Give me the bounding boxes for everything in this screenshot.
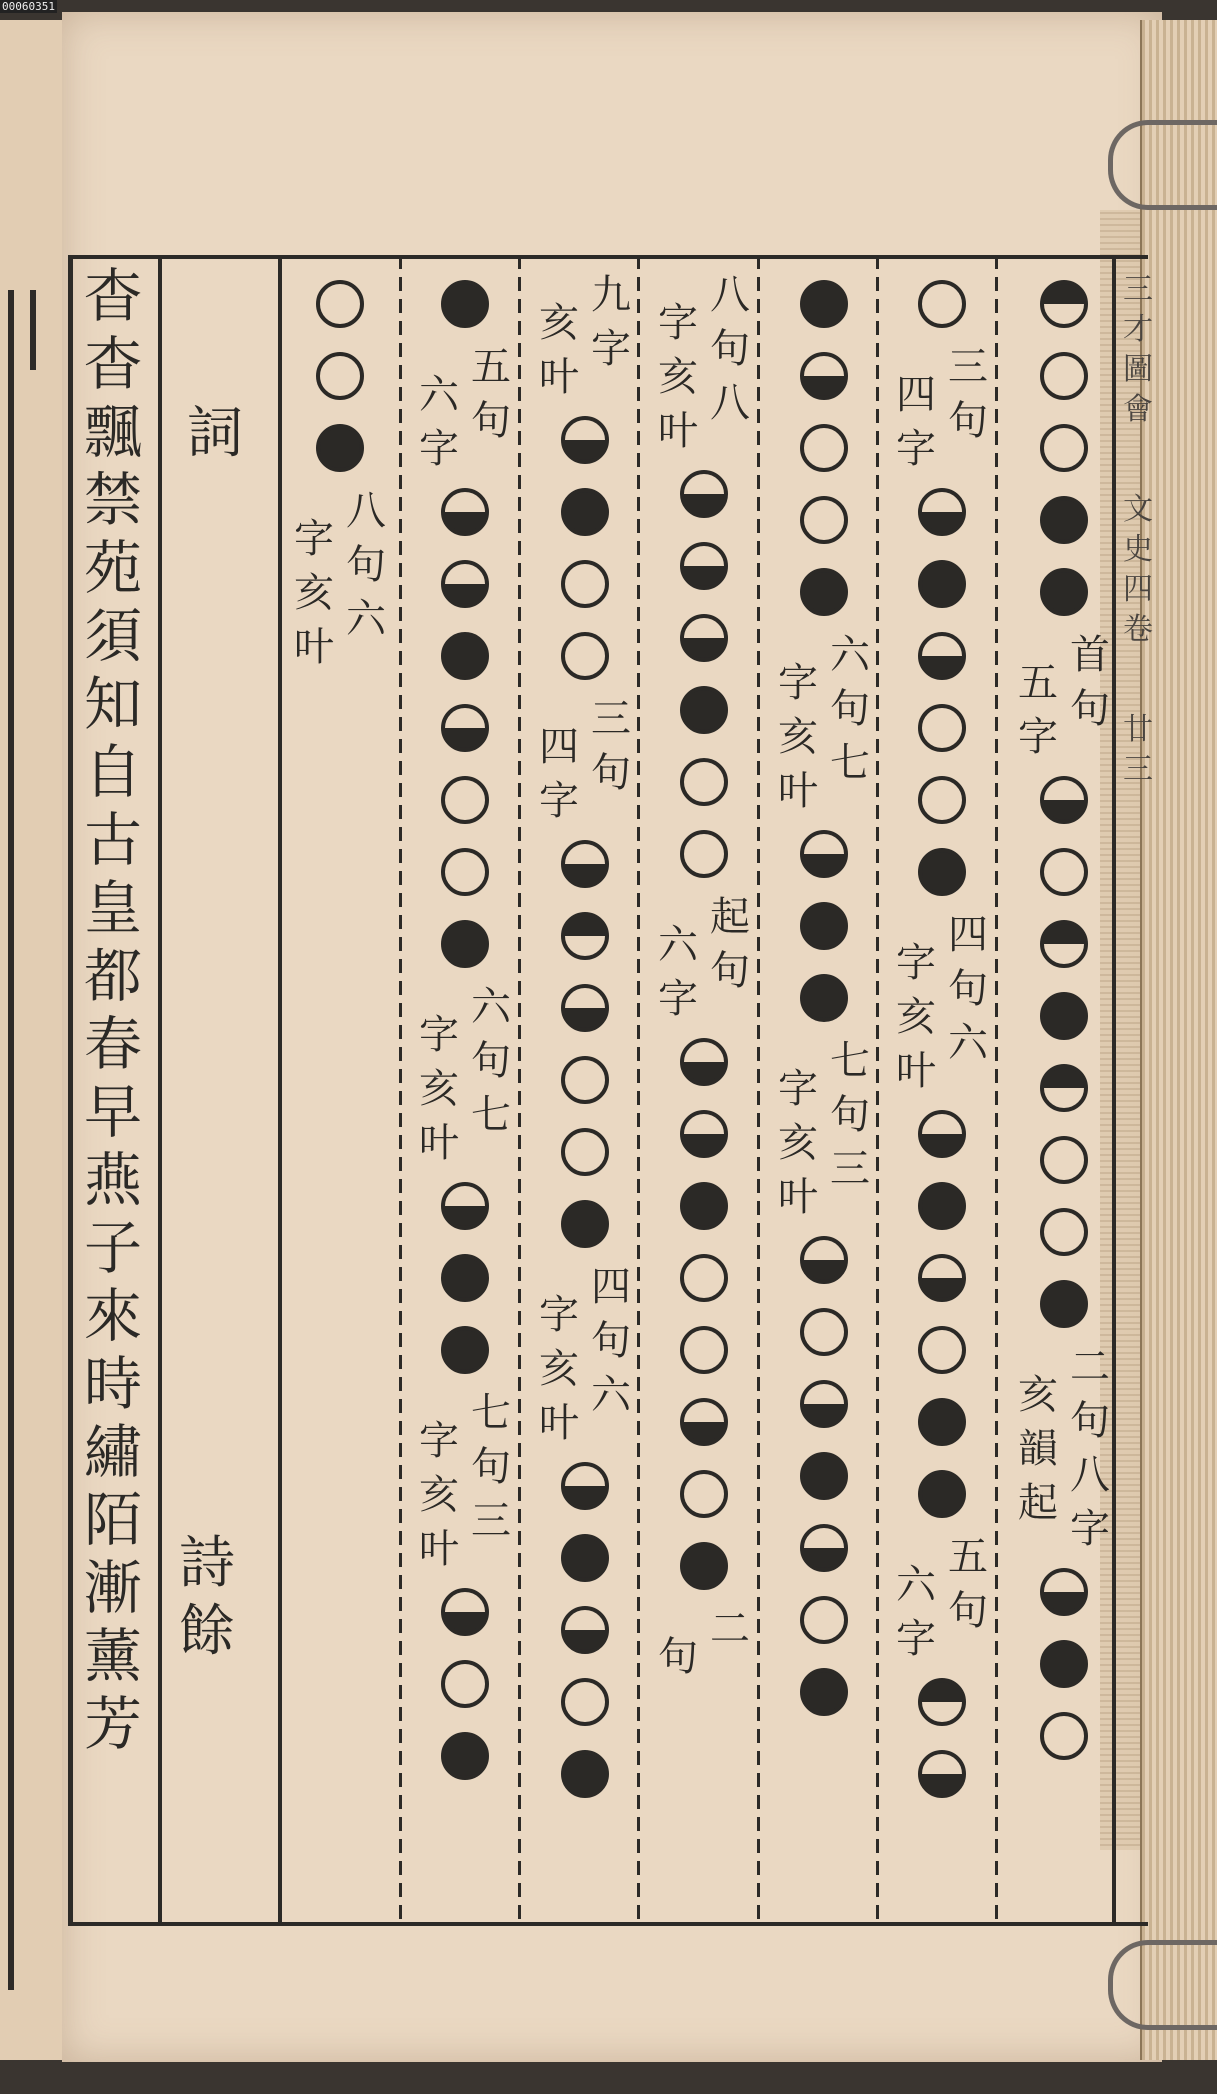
outer-left-border xyxy=(68,255,73,1925)
annotation-char: 字 xyxy=(419,1418,459,1464)
annotation-char: 字 xyxy=(539,1292,579,1338)
column-rule xyxy=(637,255,640,1925)
annotation-char: 字 xyxy=(1070,1506,1110,1552)
annotation-char: 五 xyxy=(1018,660,1058,706)
tone-circle-half xyxy=(441,1588,489,1636)
annotation-char: 二 xyxy=(1070,1344,1110,1390)
tone-circle-empty xyxy=(316,280,364,328)
annotation-char: 六 xyxy=(948,1020,988,1066)
tone-circle-filled xyxy=(1040,568,1088,616)
annotation-char: 叶 xyxy=(658,408,698,454)
annotation-char: 叶 xyxy=(539,1400,579,1446)
tone-circle-half xyxy=(918,1750,966,1798)
tone-circle-half xyxy=(441,1182,489,1230)
tone-circle-empty xyxy=(316,352,364,400)
tone-circle-filled xyxy=(680,1542,728,1590)
annotation-right xyxy=(586,1260,636,1450)
annotation-char: 三 xyxy=(591,696,631,742)
tone-circle-empty xyxy=(1040,848,1088,896)
edge-label-group xyxy=(1118,710,1158,790)
tone-circle-filled xyxy=(441,632,489,680)
annotation xyxy=(773,1034,875,1224)
annotation-char: 句 xyxy=(471,398,511,444)
tone-circle-filled xyxy=(561,1750,609,1798)
annotation-char: 字 xyxy=(778,1066,818,1112)
tone-circle-halftop xyxy=(1040,920,1088,968)
annotation-char: 句 xyxy=(830,686,870,732)
annotation-char: 字 xyxy=(419,1012,459,1058)
annotation-char: 字 xyxy=(658,300,698,346)
annotation-char: 句 xyxy=(710,948,750,994)
top-border xyxy=(68,255,1148,259)
tone-circle-filled xyxy=(441,920,489,968)
label-char: 詩 xyxy=(179,1531,235,1596)
tone-circle-half xyxy=(918,1110,966,1158)
annotation-left xyxy=(414,1008,464,1170)
annotation-char: 叶 xyxy=(294,624,334,670)
tone-circle-empty xyxy=(561,632,609,680)
annotation-left xyxy=(534,720,584,828)
tone-circle-filled xyxy=(441,1732,489,1780)
tone-circle-filled xyxy=(1040,496,1088,544)
annotation-char: 叶 xyxy=(419,1120,459,1166)
annotation-right xyxy=(825,1034,875,1224)
annotation-char: 四 xyxy=(539,724,579,770)
title-char: 春 xyxy=(83,1010,142,1078)
tone-circle-empty xyxy=(918,704,966,752)
annotation-right xyxy=(586,692,636,828)
outer-right-border xyxy=(1112,255,1116,1925)
bottom-border xyxy=(68,1922,1148,1926)
annotation-char: 四 xyxy=(948,912,988,958)
title-char: 杳 xyxy=(83,330,142,398)
tone-circle-empty xyxy=(441,776,489,824)
edge-char: 才 xyxy=(1123,312,1153,347)
title-char: 芳 xyxy=(83,1690,142,1758)
annotation-char: 句 xyxy=(471,1038,511,1084)
tone-circle-empty xyxy=(680,758,728,806)
tone-circle-filled xyxy=(561,488,609,536)
label-divider xyxy=(278,255,282,1925)
annotation-right xyxy=(705,890,755,1026)
column-rule xyxy=(995,255,998,1925)
tone-circle-filled xyxy=(800,1668,848,1716)
annotation-right xyxy=(825,628,875,818)
title-char: 須 xyxy=(83,602,142,670)
title-char: 古 xyxy=(83,806,142,874)
annotation-left xyxy=(773,1062,823,1224)
tone-circle-filled xyxy=(918,1470,966,1518)
annotation-char: 四 xyxy=(896,372,936,418)
title-char: 來 xyxy=(83,1282,142,1350)
tone-circle-half xyxy=(1040,1568,1088,1616)
annotation-left xyxy=(534,296,584,404)
annotation-char: 字 xyxy=(419,426,459,472)
annotation-char: 亥 xyxy=(539,1346,579,1392)
annotation-char: 字 xyxy=(896,940,936,986)
edge-char: 廿 xyxy=(1123,712,1153,747)
annotation-left xyxy=(653,918,703,1026)
annotation-right xyxy=(705,1602,755,1684)
tone-circle-filled xyxy=(441,1326,489,1374)
tone-circle-half xyxy=(918,632,966,680)
annotation-char: 句 xyxy=(658,1634,698,1680)
edge-label-group xyxy=(1118,270,1158,430)
tone-circle-empty xyxy=(800,1308,848,1356)
title-char: 苑 xyxy=(83,534,142,602)
annotation-char: 句 xyxy=(710,326,750,372)
annotation-char: 句 xyxy=(830,1092,870,1138)
annotation-right xyxy=(466,1386,516,1576)
tone-circle-half xyxy=(680,614,728,662)
edge-char: 三 xyxy=(1123,272,1153,307)
annotation-left xyxy=(414,368,464,476)
annotation-char: 亥 xyxy=(419,1472,459,1518)
annotation-char: 起 xyxy=(1018,1480,1058,1526)
tone-circle-filled xyxy=(680,686,728,734)
annotation-char: 亥 xyxy=(896,994,936,1040)
tone-circle-half xyxy=(918,488,966,536)
tone-circle-halftop xyxy=(918,1678,966,1726)
annotation-char: 七 xyxy=(471,1390,511,1436)
top-clip xyxy=(1108,120,1217,210)
tone-circle-empty xyxy=(680,1326,728,1374)
annotation xyxy=(289,484,391,674)
annotation-char: 句 xyxy=(1070,686,1110,732)
annotation-left xyxy=(653,296,703,458)
tone-circle-empty xyxy=(1040,424,1088,472)
tone-circle-half xyxy=(1040,776,1088,824)
annotation xyxy=(534,268,636,404)
tone-circle-filled xyxy=(918,1398,966,1446)
tone-circle-empty xyxy=(680,1254,728,1302)
tone-circle-filled xyxy=(1040,992,1088,1040)
tone-circle-filled xyxy=(441,1254,489,1302)
title-char: 杳 xyxy=(83,262,142,330)
tone-circle-half xyxy=(800,1380,848,1428)
annotation xyxy=(891,908,993,1098)
annotation-left xyxy=(891,368,941,476)
label-char: 餘 xyxy=(179,1599,235,1664)
tone-circle-empty xyxy=(561,1056,609,1104)
annotation-left xyxy=(289,512,339,674)
annotation-right xyxy=(586,268,636,404)
annotation-char: 八 xyxy=(710,380,750,426)
column-rule xyxy=(518,255,521,1925)
tone-circle-half xyxy=(680,542,728,590)
annotation-char: 六 xyxy=(471,984,511,1030)
tone-circle-filled xyxy=(441,280,489,328)
annotation-right xyxy=(341,484,391,674)
annotation-right xyxy=(705,268,755,458)
annotation xyxy=(414,1386,516,1576)
annotation-left xyxy=(534,1288,584,1450)
annotation xyxy=(414,340,516,476)
tone-circle-filled xyxy=(800,974,848,1022)
annotation xyxy=(534,692,636,828)
annotation-right xyxy=(943,1530,993,1666)
annotation-left xyxy=(653,1630,703,1684)
annotation-left xyxy=(1013,656,1063,764)
annotation-char: 句 xyxy=(591,750,631,796)
annotation-char: 六 xyxy=(896,1562,936,1608)
annotation-char: 字 xyxy=(778,660,818,706)
annotation-char: 句 xyxy=(948,1588,988,1634)
annotation xyxy=(891,340,993,476)
tone-circle-half xyxy=(680,470,728,518)
title-divider xyxy=(158,255,162,1925)
pattern-column-3 xyxy=(778,268,870,1728)
annotation-char: 八 xyxy=(346,488,386,534)
annotation-char: 叶 xyxy=(419,1526,459,1572)
tone-circle-half xyxy=(918,1254,966,1302)
tone-circle-empty xyxy=(1040,352,1088,400)
tone-circle-empty xyxy=(1040,1136,1088,1184)
annotation xyxy=(534,1260,636,1450)
tone-circle-empty xyxy=(680,830,728,878)
annotation-right xyxy=(466,980,516,1170)
annotation xyxy=(414,980,516,1170)
tone-circle-half xyxy=(800,830,848,878)
edge-char: 卷 xyxy=(1123,612,1153,647)
pattern-column-4 xyxy=(658,268,750,1684)
tone-circle-empty xyxy=(800,1596,848,1644)
tone-circle-filled xyxy=(316,424,364,472)
tone-circle-half xyxy=(441,704,489,752)
tone-circle-empty xyxy=(1040,1712,1088,1760)
tone-circle-half xyxy=(561,984,609,1032)
annotation xyxy=(773,628,875,818)
tone-circle-empty xyxy=(918,776,966,824)
annotation-left xyxy=(891,936,941,1098)
column-rule xyxy=(399,255,402,1925)
title-char: 飄 xyxy=(83,398,142,466)
tone-circle-filled xyxy=(561,1534,609,1582)
title-char: 知 xyxy=(83,670,142,738)
annotation-char: 句 xyxy=(471,1444,511,1490)
annotation-char: 字 xyxy=(294,516,334,562)
annotation xyxy=(1013,628,1115,764)
column-rule xyxy=(757,255,760,1925)
tone-circle-filled xyxy=(1040,1280,1088,1328)
tone-circle-filled xyxy=(800,902,848,950)
tone-circle-empty xyxy=(1040,1208,1088,1256)
tone-circle-filled xyxy=(680,1182,728,1230)
annotation-char: 首 xyxy=(1070,632,1110,678)
annotation-right xyxy=(943,340,993,476)
annotation-char: 叶 xyxy=(539,354,579,400)
annotation-char: 六 xyxy=(591,1372,631,1418)
tone-circle-half xyxy=(680,1038,728,1086)
annotation xyxy=(1013,1340,1115,1556)
edge-char: 圖 xyxy=(1123,352,1153,387)
annotation-left xyxy=(773,656,823,818)
annotation-char: 叶 xyxy=(778,768,818,814)
title-column xyxy=(78,262,148,1758)
tone-circle-halftop xyxy=(1040,1064,1088,1112)
title-char: 皇 xyxy=(83,874,142,942)
annotation-char: 亥 xyxy=(778,714,818,760)
edge-char: 四 xyxy=(1123,572,1153,607)
tone-circle-filled xyxy=(800,280,848,328)
tone-circle-half xyxy=(441,488,489,536)
annotation-char: 六 xyxy=(419,372,459,418)
tone-circle-empty xyxy=(800,496,848,544)
tone-circle-half xyxy=(800,1236,848,1284)
tone-circle-halftop xyxy=(561,912,609,960)
edge-char: 會 xyxy=(1123,392,1153,427)
tone-circle-half xyxy=(680,1398,728,1446)
annotation-char: 三 xyxy=(948,344,988,390)
annotation-char: 韻 xyxy=(1018,1426,1058,1472)
tone-circle-empty xyxy=(800,424,848,472)
annotation-char: 字 xyxy=(539,778,579,824)
tone-circle-halftop xyxy=(1040,280,1088,328)
tone-circle-empty xyxy=(918,1326,966,1374)
edge-char: 三 xyxy=(1123,752,1153,787)
tone-circle-filled xyxy=(800,1452,848,1500)
title-char: 早 xyxy=(83,1078,142,1146)
pattern-column-5 xyxy=(539,268,631,1810)
tone-circle-empty xyxy=(561,560,609,608)
tone-circle-filled xyxy=(918,848,966,896)
annotation-char: 句 xyxy=(591,1318,631,1364)
annotation-char: 句 xyxy=(346,542,386,588)
annotation-char: 八 xyxy=(1070,1452,1110,1498)
title-char: 薰 xyxy=(83,1622,142,1690)
title-char: 子 xyxy=(83,1214,142,1282)
annotation-char: 叶 xyxy=(778,1174,818,1220)
annotation-right xyxy=(943,908,993,1098)
edge-char: 史 xyxy=(1123,532,1153,567)
annotation-right xyxy=(1065,1340,1115,1556)
tone-circle-half xyxy=(800,352,848,400)
annotation-char: 字 xyxy=(896,1616,936,1662)
annotation-char: 八 xyxy=(710,272,750,318)
edge-label-group xyxy=(1118,490,1158,650)
annotation-char: 亥 xyxy=(294,570,334,616)
annotation-char: 亥 xyxy=(778,1120,818,1166)
annotation-char: 九 xyxy=(591,272,631,318)
title-char: 燕 xyxy=(83,1146,142,1214)
pattern-column-6 xyxy=(419,268,511,1792)
tone-circle-half xyxy=(561,1606,609,1654)
edge-char: 文 xyxy=(1123,492,1153,527)
annotation-char: 起 xyxy=(710,894,750,940)
annotation xyxy=(653,268,755,458)
annotation-char: 三 xyxy=(471,1498,511,1544)
annotation-char: 六 xyxy=(346,596,386,642)
pattern-column-7 xyxy=(294,268,386,674)
annotation-char: 句 xyxy=(948,966,988,1012)
tone-circle-empty xyxy=(680,1470,728,1518)
tone-circle-half xyxy=(561,1462,609,1510)
bottom-clip xyxy=(1108,1940,1217,2030)
annotation-char: 二 xyxy=(710,1606,750,1652)
annotation-left xyxy=(891,1558,941,1666)
annotation xyxy=(891,1530,993,1666)
annotation-char: 句 xyxy=(948,398,988,444)
title-char: 都 xyxy=(83,942,142,1010)
annotation-right xyxy=(466,340,516,476)
annotation-char: 字 xyxy=(591,326,631,372)
annotation-char: 亥 xyxy=(658,354,698,400)
tone-circle-empty xyxy=(441,1660,489,1708)
annotation-left xyxy=(1013,1368,1063,1556)
annotation-char: 七 xyxy=(830,740,870,786)
tone-circle-half xyxy=(680,1110,728,1158)
annotation-char: 字 xyxy=(896,426,936,472)
edge-label xyxy=(1118,270,1158,850)
annotation-char: 六 xyxy=(658,922,698,968)
annotation-left xyxy=(414,1414,464,1576)
section-label-shiyu xyxy=(172,1530,242,1666)
tone-circle-empty xyxy=(441,848,489,896)
facing-page-edge xyxy=(0,20,64,2060)
pattern-column-1 xyxy=(1018,268,1110,1772)
tone-circle-filled xyxy=(800,568,848,616)
label-char: 詞 xyxy=(187,401,243,466)
annotation-char: 亥 xyxy=(1018,1372,1058,1418)
tone-circle-empty xyxy=(561,1128,609,1176)
pattern-column-2 xyxy=(896,268,988,1810)
tone-circle-filled xyxy=(561,1200,609,1248)
scan-label: 00060351 xyxy=(2,0,55,13)
tone-circle-filled xyxy=(1040,1640,1088,1688)
tone-circle-filled xyxy=(918,560,966,608)
column-rule xyxy=(876,255,879,1925)
annotation-char: 叶 xyxy=(896,1048,936,1094)
tone-circle-half xyxy=(800,1524,848,1572)
annotation-char: 七 xyxy=(830,1038,870,1084)
annotation-char: 五 xyxy=(471,344,511,390)
title-char: 時 xyxy=(83,1350,142,1418)
annotation-char: 四 xyxy=(591,1264,631,1310)
title-char: 繡 xyxy=(83,1418,142,1486)
annotation-char: 亥 xyxy=(539,300,579,346)
tone-circle-half xyxy=(561,840,609,888)
annotation-char: 亥 xyxy=(419,1066,459,1112)
tone-circle-filled xyxy=(918,1182,966,1230)
tone-circle-empty xyxy=(918,280,966,328)
annotation-char: 字 xyxy=(658,976,698,1022)
annotation-char: 五 xyxy=(948,1534,988,1580)
title-char: 自 xyxy=(83,738,142,806)
annotation-char: 三 xyxy=(830,1146,870,1192)
title-char: 禁 xyxy=(83,466,142,534)
annotation xyxy=(653,890,755,1026)
annotation-right xyxy=(1065,628,1115,764)
annotation xyxy=(653,1602,755,1684)
annotation-char: 句 xyxy=(1070,1398,1110,1444)
annotation-char: 六 xyxy=(830,632,870,678)
tone-circle-half xyxy=(441,560,489,608)
tone-circle-empty xyxy=(561,1678,609,1726)
section-label-ci xyxy=(180,400,250,468)
tone-circle-half xyxy=(561,416,609,464)
title-char: 漸 xyxy=(83,1554,142,1622)
annotation-char: 字 xyxy=(1018,714,1058,760)
annotation-char: 七 xyxy=(471,1092,511,1138)
title-char: 陌 xyxy=(83,1486,142,1554)
